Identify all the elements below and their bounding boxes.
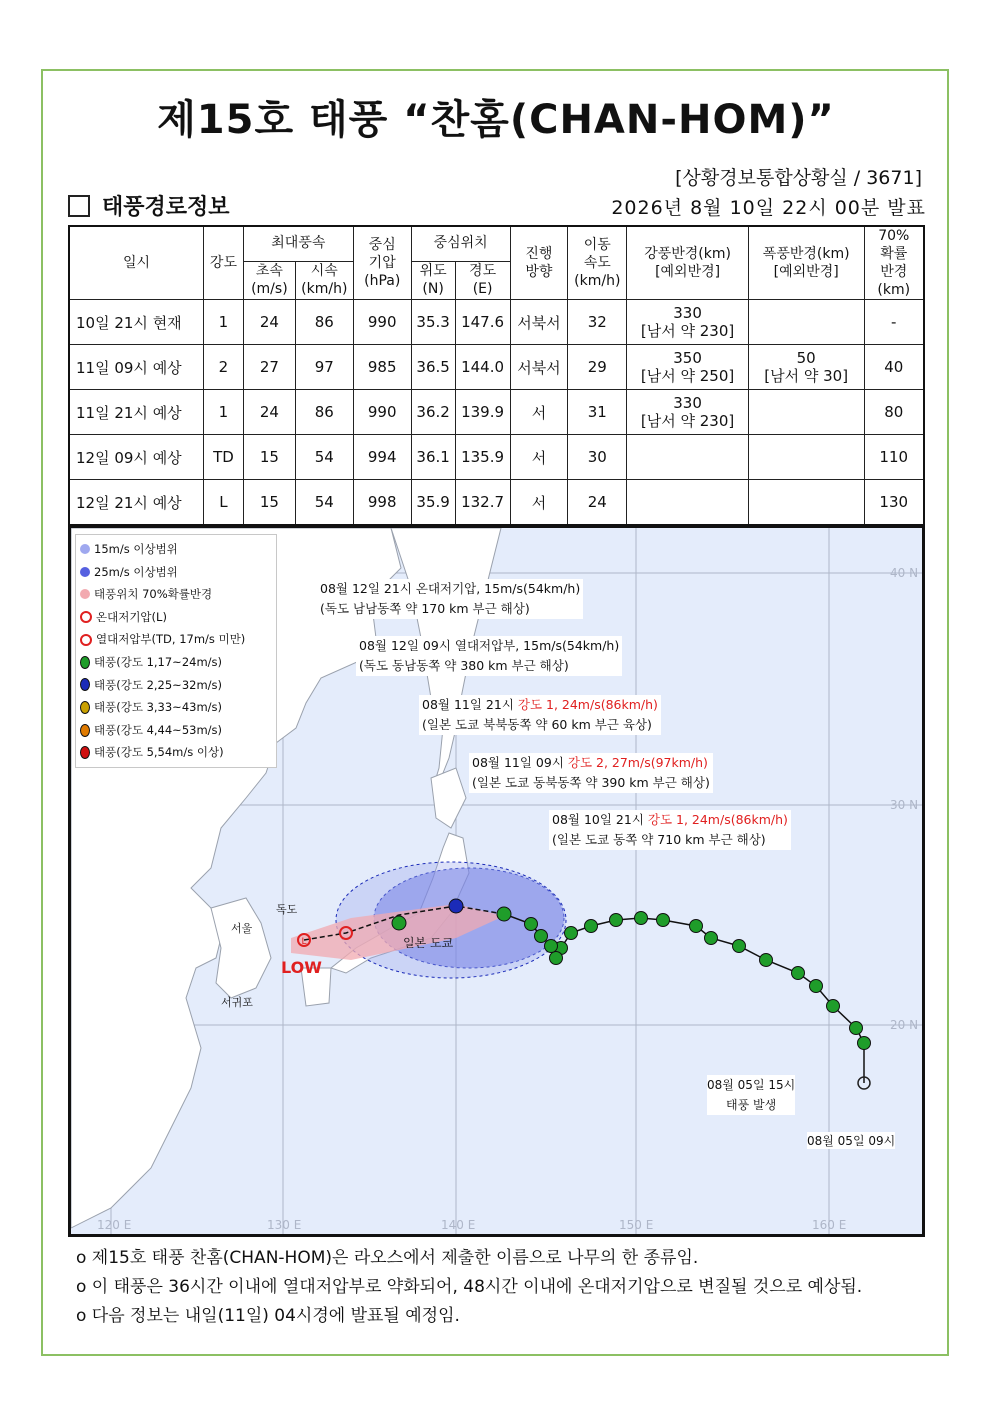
cell-storm-radius: [748, 300, 864, 345]
cell-kmh: 54: [295, 480, 353, 526]
legend-label: 태풍(강도 4,44~53m/s): [94, 722, 223, 737]
header-prob-radius: 70% 확률 반경 (km): [864, 226, 924, 300]
lat-label-30: 30 N: [890, 798, 919, 812]
legend-item: [80, 741, 272, 764]
legend-label: 태풍위치 70%확률반경: [94, 587, 213, 602]
cell-storm-radius: [748, 480, 864, 526]
annotation-time: 08월 10일 21시: [552, 812, 648, 827]
header-max-wind: 최대풍속: [243, 226, 353, 261]
lon-label-150: 150 E: [619, 1218, 654, 1232]
strong-radius-exception: [남서 약 250]: [640, 367, 735, 385]
cell-datetime: 11일 09시 예상: [69, 345, 204, 390]
cell-datetime: 11일 21시 예상: [69, 390, 204, 435]
strong-radius-value: 330: [673, 394, 702, 412]
annotation-box: [419, 695, 661, 735]
past-track-marker: [585, 920, 598, 933]
annotation-time: 08월 11일 21시: [422, 697, 518, 712]
header-strong-radius: 강풍반경(km) [예외반경]: [627, 226, 749, 300]
legend-item: [80, 696, 272, 719]
cell-lat: 36.5: [411, 345, 455, 390]
legend-item: [80, 719, 272, 742]
area-25-icon: [80, 567, 90, 577]
table-row: [69, 300, 924, 345]
annotation-box: [317, 579, 583, 619]
typhoon-track-table: [68, 225, 925, 526]
past-track-marker: [705, 932, 718, 945]
typhoon-cat2-icon: [80, 678, 90, 691]
cell-intensity: 1: [204, 390, 244, 435]
cell-strong-radius: [627, 300, 749, 345]
header-kmh: 시속 (km/h): [295, 261, 353, 299]
lon-label-160: 160 E: [812, 1218, 847, 1232]
cell-dir: 서: [510, 480, 568, 526]
cell-intensity: TD: [204, 435, 244, 480]
cell-ms: 24: [243, 300, 295, 345]
note-3: o 다음 정보는 내일(11일) 04시경에 발표될 예정임.: [76, 1306, 460, 1326]
past-track-marker: [565, 927, 578, 940]
section-title: 태풍경로정보: [102, 195, 230, 220]
legend-label: 태풍(강도 1,17~24m/s): [94, 654, 223, 669]
typhoon-cat5-icon: [80, 746, 90, 759]
annotation-intensity: 강도 2, 27m/s(97km/h): [567, 755, 708, 770]
map-legend: [75, 534, 277, 768]
lon-label-140: 140 E: [441, 1218, 476, 1232]
strong-radius-exception: [남서 약 230]: [640, 322, 735, 340]
lon-label-130: 130 E: [267, 1218, 302, 1232]
cell-strong-radius: [627, 435, 749, 480]
legend-label: 태풍(강도 3,33~43m/s): [94, 700, 223, 715]
annotation-time: 08월 12일 21시 온대저기압, 15m/s(54km/h): [320, 581, 581, 596]
cell-prob: 80: [864, 390, 924, 435]
cell-kmh: 54: [295, 435, 353, 480]
cell-kmh: 97: [295, 345, 353, 390]
legend-item: [80, 606, 272, 629]
annotation-location: (독도 남남동쪽 약 170 km 부근 해상): [320, 601, 530, 616]
cell-hpa: 998: [353, 480, 411, 526]
start-label: 08월 05일 09시: [807, 1134, 896, 1148]
cell-hpa: 990: [353, 300, 411, 345]
prob-radius-icon: [80, 589, 90, 599]
place-seoul: 서울: [231, 922, 253, 935]
legend-label: 25m/s 이상범위: [94, 564, 178, 579]
annotation-intensity: 강도 1, 24m/s(86km/h): [517, 697, 658, 712]
cell-intensity: 2: [204, 345, 244, 390]
place-seogwipo: 서귀포: [221, 996, 253, 1009]
typhoon-cat4-icon: [80, 724, 90, 737]
area-15-icon: [80, 544, 90, 554]
cell-lat: 36.1: [411, 435, 455, 480]
strong-radius-value: 330: [673, 304, 702, 322]
annotation-box: [469, 753, 713, 793]
cell-intensity: 1: [204, 300, 244, 345]
cell-strong-radius: [627, 390, 749, 435]
marker-10d21h: [497, 907, 511, 921]
office-label: [상황경보통합상황실 / 3671]: [675, 167, 922, 189]
marker-11d21h: [392, 916, 406, 930]
header-pressure: 중심 기압 (hPa): [353, 226, 411, 300]
table-row: [69, 345, 924, 390]
section-heading: [68, 190, 230, 221]
storm-radius-exception: [남서 약 30]: [764, 367, 849, 385]
typhoon-cat3-icon: [80, 701, 90, 714]
note-2: o 이 태풍은 36시간 이내에 열대저압부로 약화되어, 48시간 이내에 온대저기압으로 변질될 것으로 예상됨.: [76, 1277, 863, 1297]
typhoon-cat1-icon: [80, 656, 90, 669]
place-tokyo: 일본 도쿄: [403, 936, 454, 950]
past-track-marker: [760, 954, 773, 967]
header-intensity: 강도: [204, 226, 244, 300]
cell-storm-radius: [748, 390, 864, 435]
header-ms: 초속 (m/s): [243, 261, 295, 299]
cell-dir: 서북서: [510, 345, 568, 390]
tropical-depression-icon: [80, 634, 92, 646]
legend-item: [80, 628, 272, 651]
cell-ms: 15: [243, 480, 295, 526]
annotation-intensity: 강도 1, 24m/s(86km/h): [647, 812, 788, 827]
legend-label: 15m/s 이상범위: [94, 542, 178, 556]
storm-radius-value: 50: [796, 349, 816, 367]
legend-item: [80, 583, 272, 606]
annotation-location: (독도 동남동쪽 약 380 km 부근 해상): [359, 658, 569, 673]
annotation-location: (일본 도쿄 동쪽 약 710 km 부근 해상): [552, 832, 766, 847]
lon-label-120: 120 E: [97, 1218, 132, 1232]
cell-prob: 110: [864, 435, 924, 480]
lat-label-40: 40 N: [890, 566, 919, 580]
extratropical-low-icon: [80, 611, 92, 623]
legend-item: [80, 561, 272, 584]
cell-lon: 132.7: [455, 480, 510, 526]
header-center: 중심위치: [411, 226, 510, 261]
cell-speed: 31: [568, 390, 627, 435]
lat-label-20: 20 N: [890, 1018, 919, 1032]
legend-item: [80, 651, 272, 674]
past-track-marker: [635, 912, 648, 925]
cell-intensity: L: [204, 480, 244, 526]
issued-time: 2026년 8월 10일 22시 00분 발표: [611, 197, 926, 219]
past-track-marker: [545, 940, 558, 953]
cell-lat: 35.3: [411, 300, 455, 345]
header-storm-radius: 폭풍반경(km) [예외반경]: [748, 226, 864, 300]
legend-item: [80, 538, 272, 561]
cell-lon: 144.0: [455, 345, 510, 390]
cell-storm-radius: [748, 435, 864, 480]
cell-ms: 27: [243, 345, 295, 390]
past-track-marker: [810, 980, 823, 993]
cell-ms: 15: [243, 435, 295, 480]
legend-label: 열대저압부(TD, 17m/s 미만): [96, 632, 246, 647]
cell-kmh: 86: [295, 390, 353, 435]
header-lat: 위도 (N): [411, 261, 455, 299]
annotation-location: (일본 도쿄 북북동쪽 약 60 km 부근 육상): [422, 717, 652, 732]
cell-speed: 29: [568, 345, 627, 390]
marker-11d09h: [449, 899, 463, 913]
typhoon-track-map: [68, 525, 925, 1237]
place-dokdo: 독도: [276, 903, 298, 916]
note-1: o 제15호 태풍 찬홈(CHAN-HOM)은 라오스에서 제출한 이름으로 나무의 한 종류임.: [76, 1248, 699, 1268]
table-row: [69, 390, 924, 435]
cell-hpa: 994: [353, 435, 411, 480]
past-track-marker: [535, 930, 548, 943]
past-track-marker: [858, 1037, 871, 1050]
past-track-marker: [733, 940, 746, 953]
table-row: [69, 435, 924, 480]
cell-lat: 36.2: [411, 390, 455, 435]
annotation-time: 08월 11일 09시: [472, 755, 568, 770]
cell-speed: 32: [568, 300, 627, 345]
past-track-marker: [657, 914, 670, 927]
cell-lon: 147.6: [455, 300, 510, 345]
cell-speed: 24: [568, 480, 627, 526]
cell-hpa: 990: [353, 390, 411, 435]
cell-dir: 서북서: [510, 300, 568, 345]
cell-lon: 135.9: [455, 435, 510, 480]
annotation-location: (일본 도쿄 동북동쪽 약 390 km 부근 해상): [472, 775, 710, 790]
cell-lon: 139.9: [455, 390, 510, 435]
table-row: [69, 480, 924, 526]
cell-datetime: 12일 09시 예상: [69, 435, 204, 480]
strong-radius-value: 350: [673, 349, 702, 367]
low-label: LOW: [281, 958, 322, 977]
past-track-marker: [850, 1022, 863, 1035]
annotation-box: [356, 636, 622, 676]
legend-label: 태풍(강도 2,25~32m/s): [94, 677, 223, 692]
cell-datetime: 10일 21시 현재: [69, 300, 204, 345]
strong-radius-exception: [남서 약 230]: [640, 412, 735, 430]
genesis-label: 08월 05일 15시 태풍 발생: [707, 1075, 795, 1115]
header-direction: 진행 방향: [510, 226, 568, 300]
past-track-marker: [690, 920, 703, 933]
cell-dir: 서: [510, 435, 568, 480]
annotation-box: [549, 810, 791, 850]
cell-hpa: 985: [353, 345, 411, 390]
cell-strong-radius: [627, 480, 749, 526]
cell-prob: 130: [864, 480, 924, 526]
cell-prob: 40: [864, 345, 924, 390]
annotation-time: 08월 12일 09시 열대저압부, 15m/s(54km/h): [359, 638, 620, 653]
header-datetime: 일시: [69, 226, 204, 300]
past-track-marker: [827, 1000, 840, 1013]
past-track-marker: [525, 918, 538, 931]
checkbox-icon: [68, 195, 90, 217]
page-title: 제15호 태풍 “찬홈(CHAN-HOM)”: [157, 97, 835, 143]
cell-kmh: 86: [295, 300, 353, 345]
legend-label: 온대저기압(L): [96, 609, 167, 624]
cell-storm-radius: [748, 345, 864, 390]
legend-label: 태풍(강도 5,54m/s 이상): [94, 745, 224, 760]
cell-prob: -: [864, 300, 924, 345]
cell-ms: 24: [243, 390, 295, 435]
notes: [76, 1244, 862, 1331]
cell-strong-radius: [627, 345, 749, 390]
past-track-marker: [610, 914, 623, 927]
legend-item: [80, 674, 272, 697]
cell-dir: 서: [510, 390, 568, 435]
past-track-marker: [792, 967, 805, 980]
cell-speed: 30: [568, 435, 627, 480]
cell-datetime: 12일 21시 예상: [69, 480, 204, 526]
header-lon: 경도 (E): [455, 261, 510, 299]
past-track-marker: [550, 952, 563, 965]
cell-lat: 35.9: [411, 480, 455, 526]
header-speed: 이동 속도 (km/h): [568, 226, 627, 300]
low-marker-letter: L: [301, 937, 307, 947]
